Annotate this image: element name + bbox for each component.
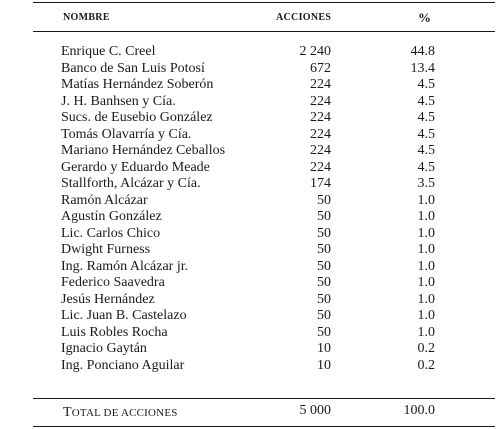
- shares-count: 50: [317, 258, 331, 274]
- table-row: [33, 143, 495, 160]
- total-label-initial: T: [63, 405, 72, 420]
- table-row: [33, 341, 495, 358]
- table-row: [33, 110, 495, 127]
- table-row: [33, 242, 495, 259]
- shares-count: 224: [310, 77, 331, 92]
- shareholder-name: Lic. Carlos Chico: [61, 225, 161, 241]
- shareholder-name: Tomás Olavarría y Cía.: [61, 126, 192, 142]
- shares-count: 50: [317, 209, 331, 224]
- shares-count: 10: [317, 357, 331, 373]
- share-percent: 1.0: [417, 258, 435, 274]
- shareholder-name: Agustín González: [61, 209, 162, 224]
- table-row: [33, 325, 495, 342]
- share-percent: 4.5: [417, 126, 435, 142]
- share-percent: 13.4: [410, 60, 435, 76]
- table-top-rule: [33, 2, 495, 3]
- share-percent: 4.5: [417, 110, 435, 125]
- table-row: [33, 160, 495, 177]
- shares-count: 50: [317, 324, 331, 340]
- shares-count: 224: [310, 126, 331, 142]
- table-row: [33, 209, 495, 226]
- shareholder-name: Sucs. de Eusebio González: [61, 110, 213, 125]
- shareholder-name: Enrique C. Creel: [61, 44, 156, 59]
- share-percent: 1.0: [417, 291, 435, 307]
- table-bottom-rule: [33, 426, 495, 427]
- table-row: [33, 259, 495, 276]
- total-shares: 5 000: [299, 403, 331, 418]
- shareholder-name: Matías Hernández Soberón: [61, 77, 214, 92]
- shareholder-name: Ignacio Gaytán: [61, 341, 147, 356]
- shares-count: 50: [317, 225, 331, 241]
- share-percent: 4.5: [417, 93, 435, 109]
- table-row: [33, 193, 495, 210]
- shareholder-name: Ing. Ponciano Aguilar: [61, 357, 185, 373]
- shares-count: 174: [310, 176, 331, 191]
- table-row: [33, 226, 495, 243]
- total-row: [33, 402, 495, 422]
- shareholder-name: Mariano Hernández Ceballos: [61, 143, 226, 158]
- share-percent: 1.0: [417, 324, 435, 340]
- share-percent: 1.0: [417, 209, 435, 224]
- table-row: [33, 308, 495, 325]
- share-percent: 44.8: [410, 44, 435, 59]
- share-percent: 4.5: [417, 77, 435, 92]
- table-body: [33, 44, 495, 374]
- table-row: [33, 61, 495, 78]
- total-label: [63, 405, 178, 421]
- total-top-rule: [33, 398, 495, 399]
- table-row: [33, 176, 495, 193]
- total-percent: 100.0: [403, 403, 435, 418]
- shares-count: 224: [310, 143, 331, 158]
- shareholder-name: Jesús Hernández: [61, 291, 155, 307]
- shares-count: 224: [310, 93, 331, 109]
- share-percent: 1.0: [417, 192, 435, 208]
- shareholder-name: Gerardo y Eduardo Meade: [61, 159, 210, 175]
- table-row: [33, 275, 495, 292]
- shareholder-name: Ramón Alcázar: [61, 192, 148, 208]
- shareholder-name: Lic. Juan B. Castelazo: [61, 308, 187, 323]
- shareholder-name: Federico Saavedra: [61, 275, 165, 290]
- shares-count: 10: [317, 341, 331, 356]
- table-row: [33, 94, 495, 111]
- total-label-rest: OTAL DE ACCIONES: [71, 407, 178, 419]
- shareholder-name: J. H. Banhsen y Cía.: [61, 93, 176, 109]
- table-row: [33, 127, 495, 144]
- header-bottom-rule: [33, 31, 495, 32]
- share-percent: 4.5: [417, 143, 435, 158]
- shareholder-name: Dwight Furness: [61, 242, 151, 257]
- shares-count: 672: [310, 60, 331, 76]
- header-shares: ACCIONES: [276, 12, 332, 23]
- shares-count: 50: [317, 242, 331, 257]
- shares-count: 224: [310, 110, 331, 125]
- shares-count: 50: [317, 192, 331, 208]
- share-percent: 4.5: [417, 159, 435, 175]
- shares-count: 2 240: [299, 44, 331, 59]
- share-percent: 0.2: [417, 341, 435, 356]
- table-header: [33, 10, 495, 28]
- share-percent: 1.0: [417, 308, 435, 323]
- share-percent: 3.5: [417, 176, 435, 191]
- header-name: NOMBRE: [63, 12, 110, 23]
- share-percent: 1.0: [417, 242, 435, 257]
- shares-count: 50: [317, 308, 331, 323]
- table-row: [33, 358, 495, 375]
- shares-count: 50: [317, 275, 331, 290]
- share-percent: 1.0: [417, 275, 435, 290]
- header-percent: %: [418, 10, 432, 25]
- table-row: [33, 292, 495, 309]
- shareholder-name: Banco de San Luis Potosí: [61, 60, 205, 76]
- share-percent: 1.0: [417, 225, 435, 241]
- shareholder-name: Stallforth, Alcázar y Cía.: [61, 176, 201, 191]
- table-row: [33, 44, 495, 61]
- share-percent: 0.2: [417, 357, 435, 373]
- shares-count: 50: [317, 291, 331, 307]
- table-row: [33, 77, 495, 94]
- shareholder-name: Luis Robles Rocha: [61, 324, 168, 340]
- shares-count: 224: [310, 159, 331, 175]
- shareholders-table: [33, 0, 498, 429]
- shareholder-name: Ing. Ramón Alcázar jr.: [61, 258, 189, 274]
